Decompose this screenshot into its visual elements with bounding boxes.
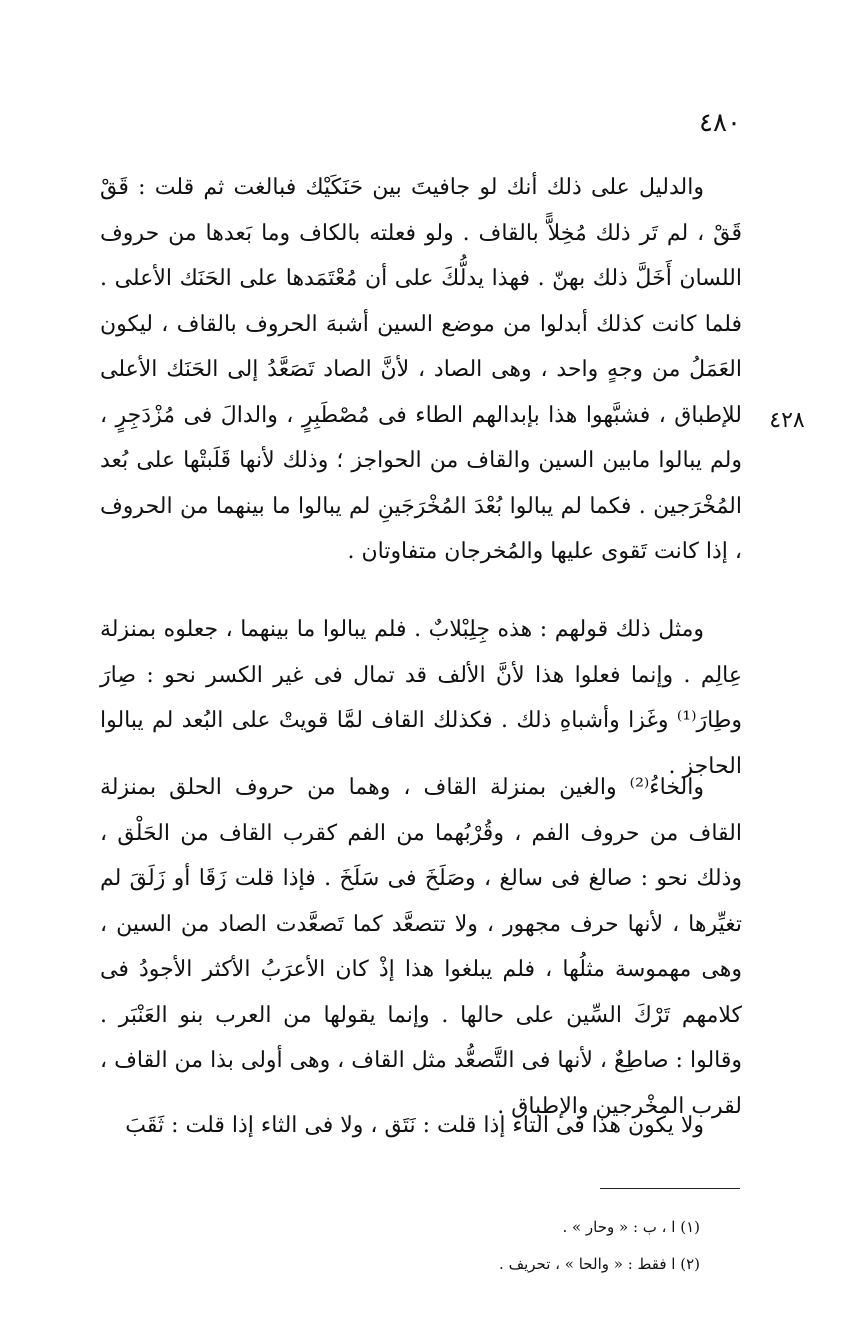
margin-reference-number: ٤٢٨ <box>769 408 805 433</box>
body-paragraph-4 <box>100 1103 742 1149</box>
body-paragraph-3 <box>100 765 742 1129</box>
footnote-2: (٢) ا فقط : « والحا » ، تحريف . <box>499 1255 700 1273</box>
paragraph-text: ولا يكون هذا فى التاء إذا قلت : نَتَق ، ولا فى الثاء إذا قلت : ثَقَبَ <box>125 1113 704 1138</box>
paragraph-text: ومثل ذلك قولهم : هذه جِلِبْلابٌ . فلم يبالوا ما بينهما ، جعلوه بمنزلة عِالِم . وإنما فعلوا هذا لأنَّ الألف قد تمال فى غير الكسر نحو : صِارَ وطِارَ⁽¹⁾ وغَزا وأشباهِ ذلك . فكذلك القاف لمَّا قويتْ على البُعد لم يبالوا الحاجز . <box>100 617 742 779</box>
page-number: ٤٨٠ <box>699 108 741 138</box>
footnote-divider <box>600 1188 740 1189</box>
body-paragraph-1 <box>100 165 742 575</box>
paragraph-text: والدليل على ذلك أنك لو جافيتَ بين حَنَكَيْك فبالغت ثم قلت : قَقْ قَقْ ، لم تَر ذلك مُخِلاًّ بالقاف . ولو فعلته بالكاف وما بَعدها من حروف اللسان أَخَلَّ ذلك بهنّ . فهذا يدلُّكَ على أن مُعْتَمَدها على الحَنَك الأعلى . فلما كانت كذلك أبدلوا من موضع السين أشبهَ الحروف بالقاف ، ليكون العَمَلُ من وجهٍ واحد ، وهى الصاد ، لأنَّ الصاد تَصَعَّدُ إلى الحَنَك الأعلى للإطباق ، فشبَّهوا هذا بإبدالهم الطاء فى مُصْطَبِرٍ ، والدالَ فى مُزْدَجِرٍ ، ولم يبالوا مابين السين والقاف من الحواجز ؛ وذلك لأنها قَلَبتْها على بُعد المُخْرَجين . فكما لم يبالوا بُعْدَ المُخْرَجَينِ لم يبالوا ما بينهما من الحروف ، إذا كانت تَقوى عليها والمُخرجان متفاوتان . <box>100 175 742 564</box>
paragraph-text: والخاءُ⁽²⁾ والغين بمنزلة القاف ، وهما من حروف الحلق بمنزلة القاف من حروف الفم ، وقُرْبُهما من الفم كقرب القاف من الحَلْق ، وذلك نحو : صالغ فى سالغ ، وصَلَخَ فى سَلَخَ . فإذا قلت زَقَا أو زَلَقَ لم تغيِّرها ، لأنها حرف مجهور ، ولا تتصعَّد كما تَصعَّدت الصاد من السين ، وهى مهموسة مثلُها ، فلم يبلغوا هذا إذْ كان الأعرَبُ الأكثر الأجودُ فى كلامهم تَرْكَ السِّين على حالها . وإنما يقولها من العرب بنو العَنْبَر . وقالوا : صاطِعٌ ، لأنها فى التَّصعُّد مثل القاف ، وهى أولى بذا من القاف ، لقرب المخْرجين والإطباق . <box>100 775 742 1119</box>
footnote-1: (١) ا ، ب : « وحار » . <box>562 1218 700 1236</box>
body-paragraph-2 <box>100 607 742 789</box>
